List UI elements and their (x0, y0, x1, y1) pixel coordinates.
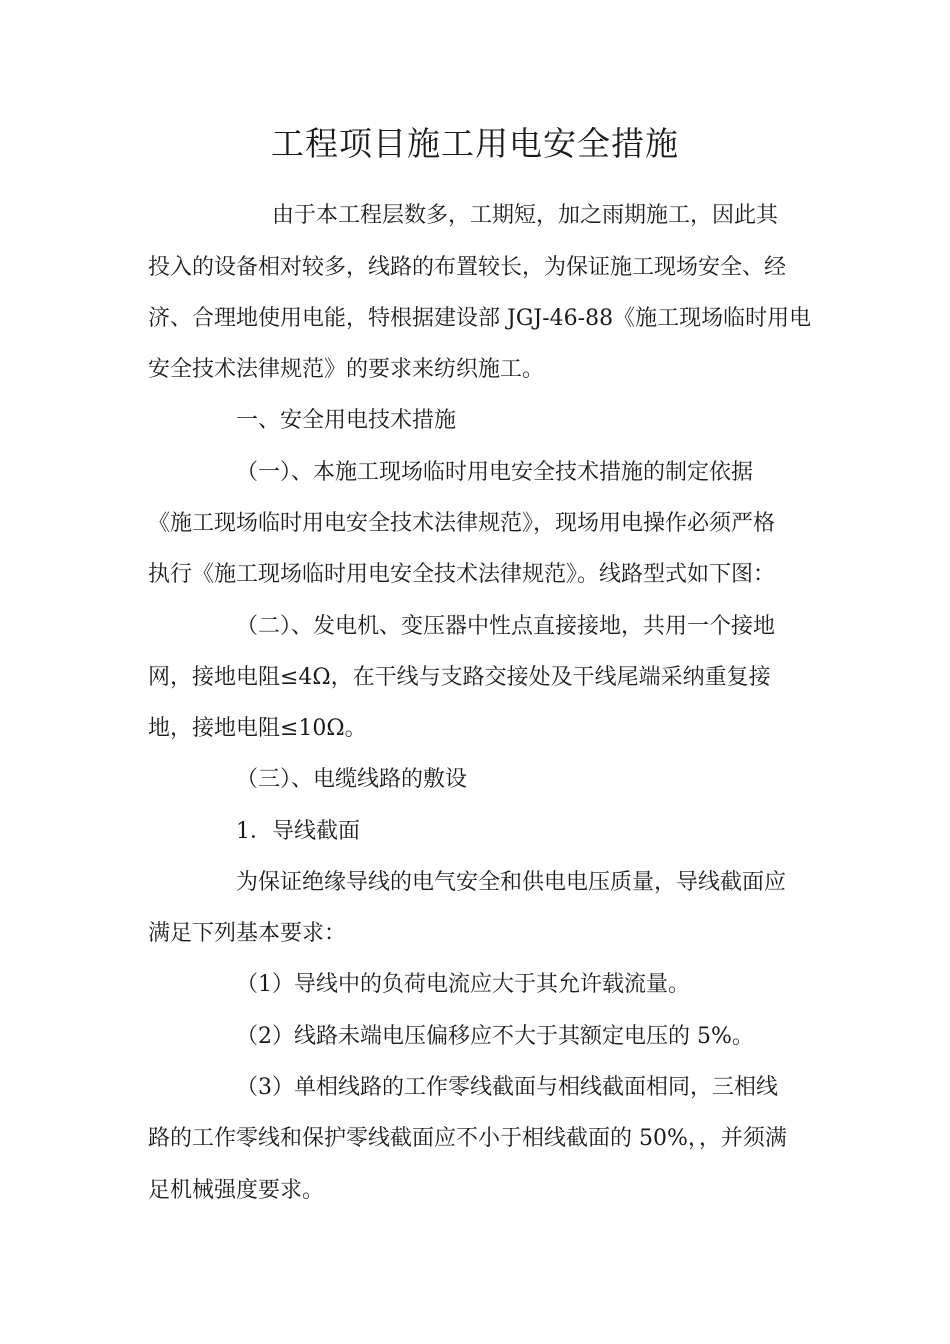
section-heading: 一、安全用电技术措施 (236, 408, 457, 433)
body-line: 满足下列基本要求： (148, 921, 347, 946)
body-line: 安全技术法律规范》的要求来纺织施工。 (148, 357, 545, 382)
body-line: 《施工现场临时用电安全技术法律规范》，现场用电操作必须严格 (148, 511, 776, 536)
body-line: 济、合理地使用电能，特根据建设部 JGJ-46-88《施工现场临时用电 (148, 306, 812, 331)
body-line: 执行《施工现场临时用电安全技术法律规范》。线路型式如下图： (148, 562, 776, 587)
body-line: （二）、发电机、变压器中性点直接接地，共用一个接地 (236, 614, 776, 639)
body-line: 投入的设备相对较多，线路的布置较长，为保证施工现场安全、经 (148, 255, 787, 280)
list-item: （1）导线中的负荷电流应大于其允许载流量。 (236, 972, 690, 997)
body-line: 足机械强度要求。 (148, 1178, 325, 1203)
body-line: 网，接地电阻≤4Ω，在干线与支路交接处及干线尾端采纳重复接 (148, 665, 771, 690)
body-line: 路的工作零线和保护零线截面应不小于相线截面的 50%，，并须满 (148, 1126, 787, 1151)
subsection-heading: （三）、电缆线路的敷设 (236, 767, 468, 792)
body-line: 为保证绝缘导线的电气安全和供电电压质量，导线截面应 (236, 870, 787, 895)
subsection-heading: 1．导线截面 (236, 819, 360, 844)
body-line: 由于本工程层数多，工期短，加之雨期施工，因此其 (272, 203, 779, 228)
body-line: 地，接地电阻≤10Ω。 (148, 716, 367, 741)
document-title: 工程项目施工用电安全措施 (271, 124, 679, 163)
list-item: （3）单相线路的工作零线截面与相线截面相同，三相线 (236, 1075, 778, 1100)
list-item: （2）线路未端电压偏移应不大于其额定电压的 5%。 (236, 1024, 754, 1049)
body-line: （一）、本施工现场临时用电安全技术措施的制定依据 (236, 460, 754, 485)
